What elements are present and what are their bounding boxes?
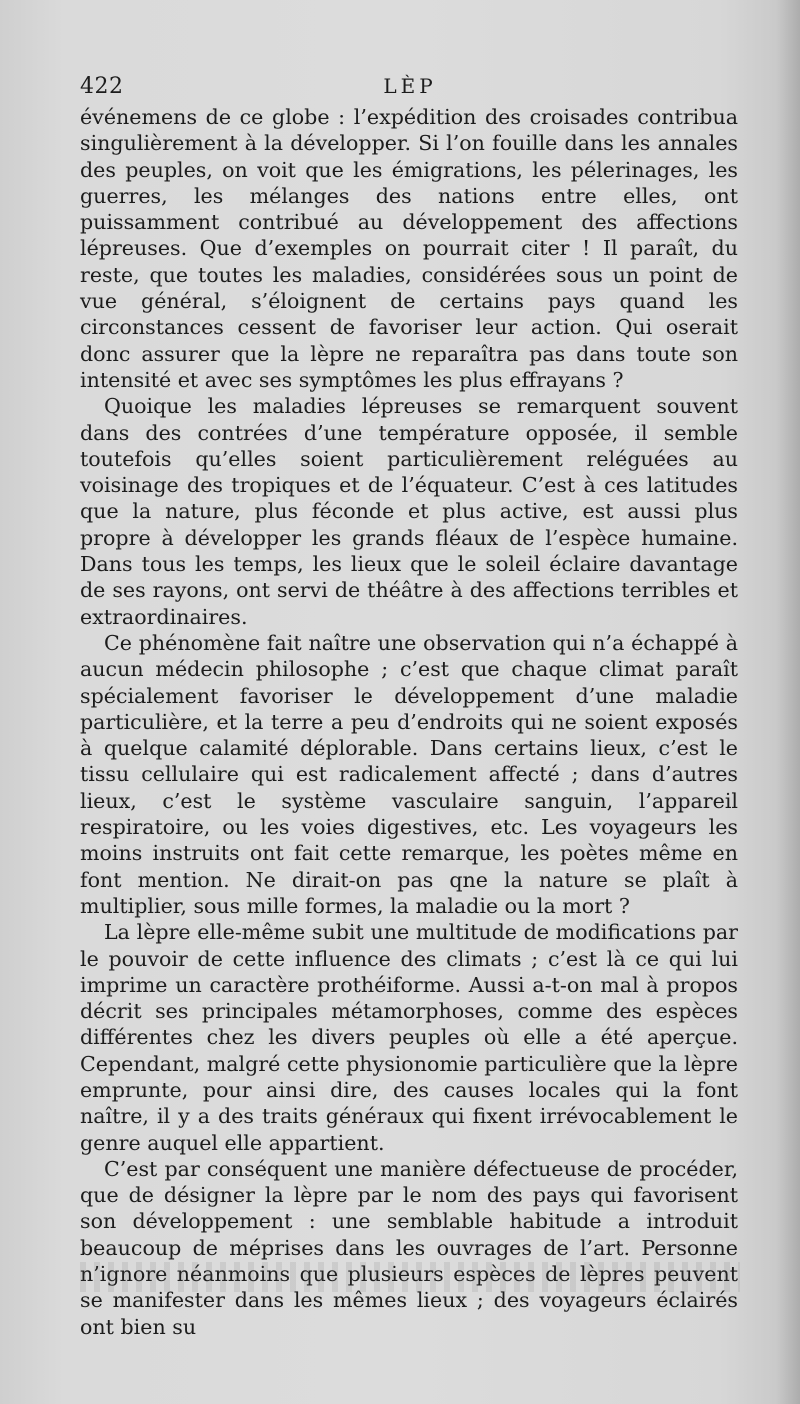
paragraph-5: C’est par conséquent une manière défectueuse de procéder, que de désigner la lèpre par le nom des pays qui favorisent son développement : une semblable habitude a introduit beaucoup de méprises dans les ouvrages de l’art. Personne n’ignore néanmoins que plusieurs espèces de lèpres peuvent se manifester dans les mêmes lieux ; des voyageurs éclairés ont bien su	[80, 1156, 738, 1339]
body-text	[80, 104, 738, 1340]
paragraph-2: Quoique les maladies lépreuses se remarquent souvent dans des contrées d’une température opposée, il semble toutefois qu’elles soient particulièrement reléguées au voisinage des tropiques et de l’équateur. C’est à ces latitudes que la nature, plus féconde et plus active, est aussi plus propre à développer les grands fléaux de l’espèce humaine. Dans tous les temps, les lieux que le soleil éclaire davantage de ses rayons, ont servi de théâtre à des affections terribles et extraordinaires.	[80, 394, 738, 629]
page-edge-shadow	[776, 0, 800, 1404]
page-number: 422	[80, 74, 124, 99]
paragraph-1: événemens de ce globe : l’expédition des croisades contribua singulièrement à la développer. Si l’on fouille dans les annales des peuples, on voit que les émigrations, les pélerinages, les guerres, les mélanges des nations entre elles, ont puissamment contribué au développement des affections lépreuses. Que d’exemples on pourrait citer ! Il paraît, du reste, que toutes les maladies, considérées sous un point de vue général, s’éloignent de certains pays quand les circonstances cessent de favoriser leur action. Qui oserait donc assurer que la lèpre ne reparaîtra pas dans toute son intensité et avec ses symptômes les plus effrayans ?	[80, 105, 738, 392]
paragraph-4: La lèpre elle-même subit une multitude de modifications par le pouvoir de cette influence des climats ; c’est là ce qui lui imprime un caractère prothéiforme. Aussi a-t-on mal à propos décrit ses principales métamorphoses, comme des espèces différentes chez les divers peuples où elle a été aperçue. Cependant, malgré cette physionomie particulière que la lèpre emprunte, pour ainsi dire, des causes locales qui la font naître, il y a des traits généraux qui fixent irrévocablement le genre auquel elle appartient.	[80, 920, 738, 1155]
paragraph-3: Ce phénomène fait naître une observation qui n’a échappé à aucun médecin philosophe ; c’est que chaque climat paraît spécialement favoriser le développement d’une maladie particulière, et la terre a peu d’endroits qui ne soient exposés à quelque calamité déplorable. Dans certains lieux, c’est le tissu cellulaire qui est radicalement affecté ; dans d’autres lieux, c’est le système vasculaire sanguin, l’appareil respiratoire, ou les voies digestives, etc. Les voyageurs les moins instruits ont fait cette remarque, les poètes même en font mention. Ne dirait-on pas qne la nature se plaît à multiplier, sous mille formes, la maladie ou la mort ?	[80, 630, 738, 918]
page-header	[80, 74, 740, 104]
show-through-bleed	[80, 1262, 740, 1292]
running-head: LÈP	[383, 74, 437, 98]
